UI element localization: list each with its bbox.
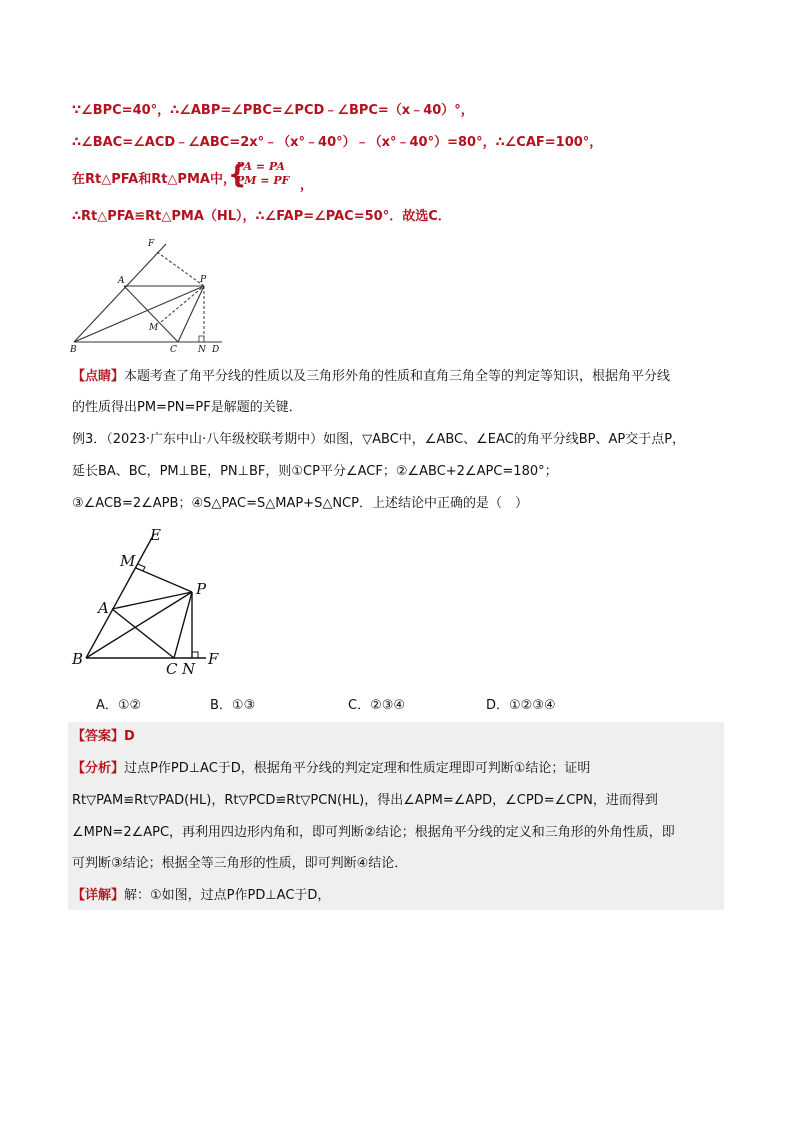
detail-line [72, 886, 330, 906]
label-N: N [182, 660, 196, 678]
dianjing-text-1: 本题考查了角平分线的性质以及三角形外角的性质和直角三角全等的判定等知识，根据角平分线 [124, 369, 671, 384]
dashed-pm [161, 286, 204, 322]
label-P: P [200, 275, 207, 285]
solution-line-1: ∵∠BPC=40°，∴∠ABP=∠PBC=∠PCD﹣∠BPC=（x﹣40）°， [72, 103, 474, 118]
label-C: C [170, 345, 177, 355]
line-pm [136, 568, 192, 592]
analysis-line-2: Rt▽PAM≌Rt▽PAD(HL)，Rt▽PCD≌Rt▽PCN(HL)，得出∠APM=∠APD，∠CPD=∠CPN，进而得到 [72, 793, 658, 808]
solution-line-2: ∴∠BAC=∠ACD﹣∠ABC=2x°﹣（x°﹣40°）﹣（x°﹣40°）=80°，∴∠CAF=100°， [72, 135, 603, 150]
label-C: C [166, 660, 178, 678]
dianjing-tag: 【点睛】 [72, 369, 125, 384]
label-F: F [148, 239, 155, 249]
figure-2 [66, 522, 236, 682]
option-d[interactable]: D．①②③④ [486, 698, 556, 713]
detail-tag: 【详解】 [72, 888, 125, 903]
label-P: P [196, 580, 207, 598]
dianjing-line-1 [72, 367, 670, 387]
answer-section [68, 722, 724, 910]
label-D: D [212, 345, 220, 355]
analysis-tag: 【分析】 [72, 761, 125, 776]
line-bp [74, 286, 204, 342]
example-3-line-3: ③∠ACB=2∠APB；④S△PAC=S△MAP+S△NCP．上述结论中正确的是（ ） [72, 496, 528, 511]
analysis-line-3: ∠MPN=2∠APC，再利用四边形内角和，即可判断②结论；根据角平分线的定义和三角形的外角性质，即 [72, 825, 675, 840]
right-angle-mark [199, 336, 204, 342]
label-A: A [118, 276, 125, 286]
equation-2: PM = PF [236, 174, 290, 187]
right-angle-n [192, 652, 198, 658]
line-ap [112, 592, 192, 609]
label-B: B [70, 345, 77, 355]
line-ac [112, 609, 174, 658]
label-B: B [72, 650, 84, 668]
solution-line-3: 在Rt△PFA和Rt△PMA中， [72, 172, 236, 187]
option-b[interactable]: B．①③ [210, 698, 256, 713]
label-F: F [208, 650, 219, 668]
example-3-line-2: 延长BA、BC，PM⊥BE，PN⊥BF，则①CP平分∠ACF；②∠ABC+2∠APC=180°； [72, 464, 558, 479]
detail-text: 解：①如图，过点P作PD⊥AC于D， [124, 888, 331, 903]
answer-tag: 【答案】 [72, 729, 125, 744]
label-A: A [98, 599, 109, 617]
analysis-line-1 [72, 759, 590, 779]
option-c[interactable]: C．②③④ [348, 698, 406, 713]
analysis-text-1: 过点P作PD⊥AC于D，根据角平分线的判定定理和性质定理即可判断①结论；证明 [124, 761, 591, 776]
line-cp [178, 286, 204, 342]
dashed-pf [157, 252, 204, 286]
equation-end: ， [300, 178, 314, 193]
label-E: E [150, 526, 161, 544]
label-M: M [149, 323, 159, 333]
example-3-line-1: 例3．（2023·广东中山·八年级校联考期中）如图，▽ABC中，∠ABC、∠EAC的角平分线BP、AP交于点P， [72, 432, 686, 447]
label-N: N [198, 345, 206, 355]
analysis-line-4: 可判断③结论；根据全等三角形的性质，即可判断④结论． [72, 856, 408, 871]
answer-line [72, 727, 135, 747]
solution-line-4: ∴Rt△PFA≌Rt△PMA（HL），∴∠FAP=∠PAC=50°．故选C． [72, 209, 451, 224]
dianjing-line-2: 的性质得出PM=PN=PF是解题的关键． [72, 400, 302, 415]
equation-system [228, 160, 290, 190]
answer-value: D [124, 729, 135, 744]
label-M: M [120, 552, 136, 570]
option-a[interactable]: A．①② [96, 698, 142, 713]
figure-1 [66, 236, 226, 356]
equation-1: PA = PA [236, 160, 285, 173]
brace-icon: { [228, 160, 247, 190]
